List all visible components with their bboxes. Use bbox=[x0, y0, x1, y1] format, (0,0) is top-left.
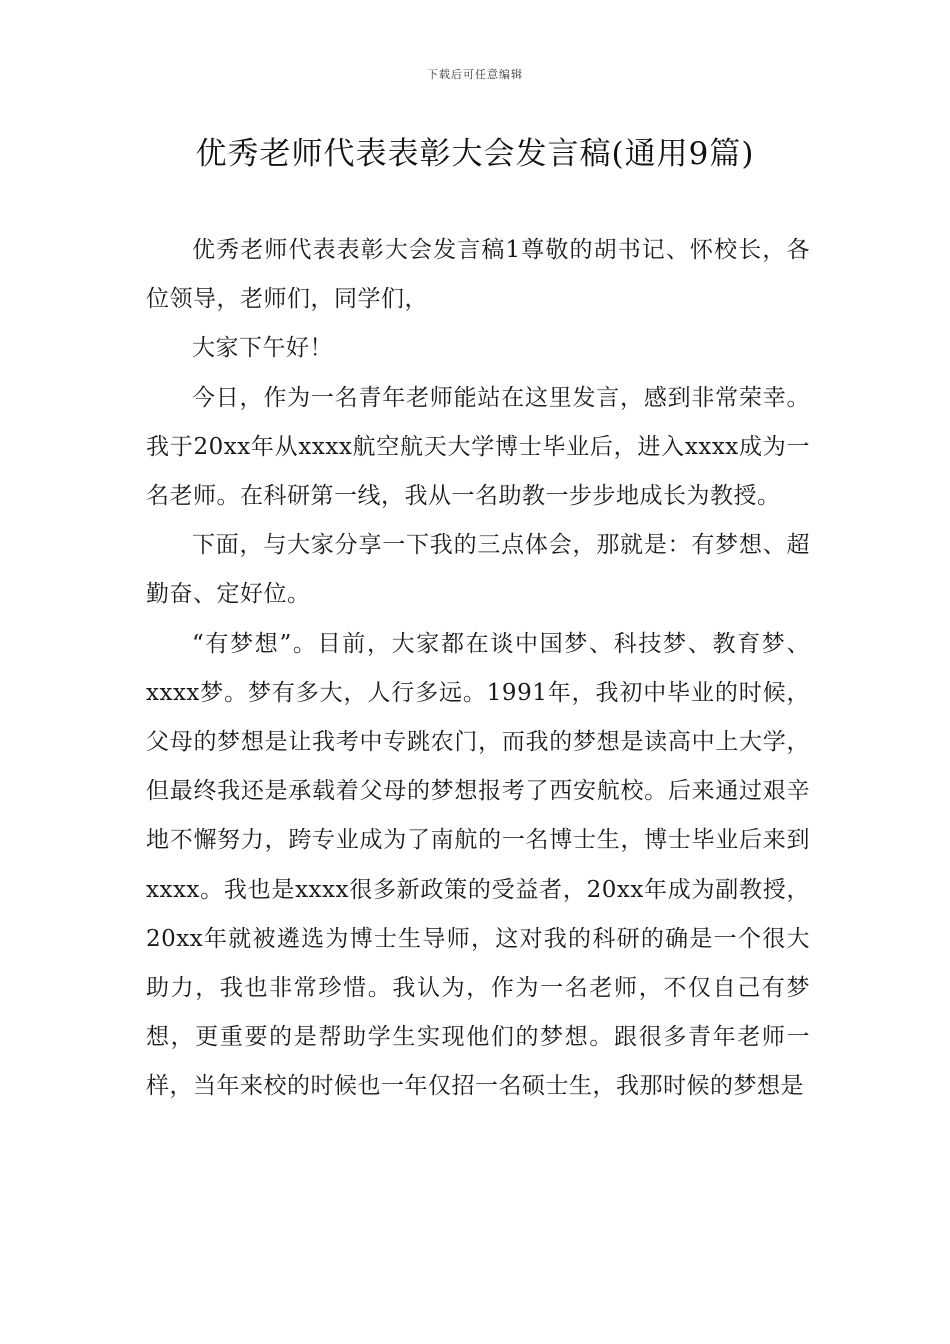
paragraph-have-dream: “有梦想”。目前，大家都在谈中国梦、科技梦、教育梦、xxxx梦。梦有多大，人行多远。1991年，我初中毕业的时候，父母的梦想是让我考中专跳农门，而我的梦想是读高中上大学，但最终我还是承载着父母的梦想报考了西安航校。后来通过艰辛地不懈努力，跨专业成为了南航的一名博士生，博士毕业后来到xxxx。我也是xxxx很多新政策的受益者，20xx年成为副教授，20xx年就被遴选为博士生导师，这对我的科研的确是一个很大助力，我也非常珍惜。我认为，作为一名老师，不仅自己有梦想，更重要的是帮助学生实现他们的梦想。跟很多青年老师一样，当年来校的时候也一年仅招一名硕士生，我那时候的梦想是 bbox=[146, 630, 810, 1100]
paragraph-greeting: 优秀老师代表表彰大会发言稿1尊敬的胡书记、怀校长，各位领导，老师们，同学们， bbox=[146, 237, 810, 313]
header-note: 下载后可任意编辑 bbox=[427, 68, 523, 81]
document-body bbox=[146, 226, 810, 1112]
paragraph-introduction: 今日，作为一名青年老师能站在这里发言，感到非常荣幸。我于20xx年从xxxx航空航天大学博士毕业后，进入xxxx成为一名老师。在科研第一线，我从一名助教一步步地成长为教授。 bbox=[146, 384, 810, 510]
paragraph-three-points: 下面，与大家分享一下我的三点体会，那就是：有梦想、超勤奋、定好位。 bbox=[146, 532, 810, 608]
document-title: 优秀老师代表表彰大会发言稿(通用9篇) bbox=[195, 136, 755, 172]
paragraph-good-afternoon: 大家下午好！ bbox=[192, 335, 333, 362]
